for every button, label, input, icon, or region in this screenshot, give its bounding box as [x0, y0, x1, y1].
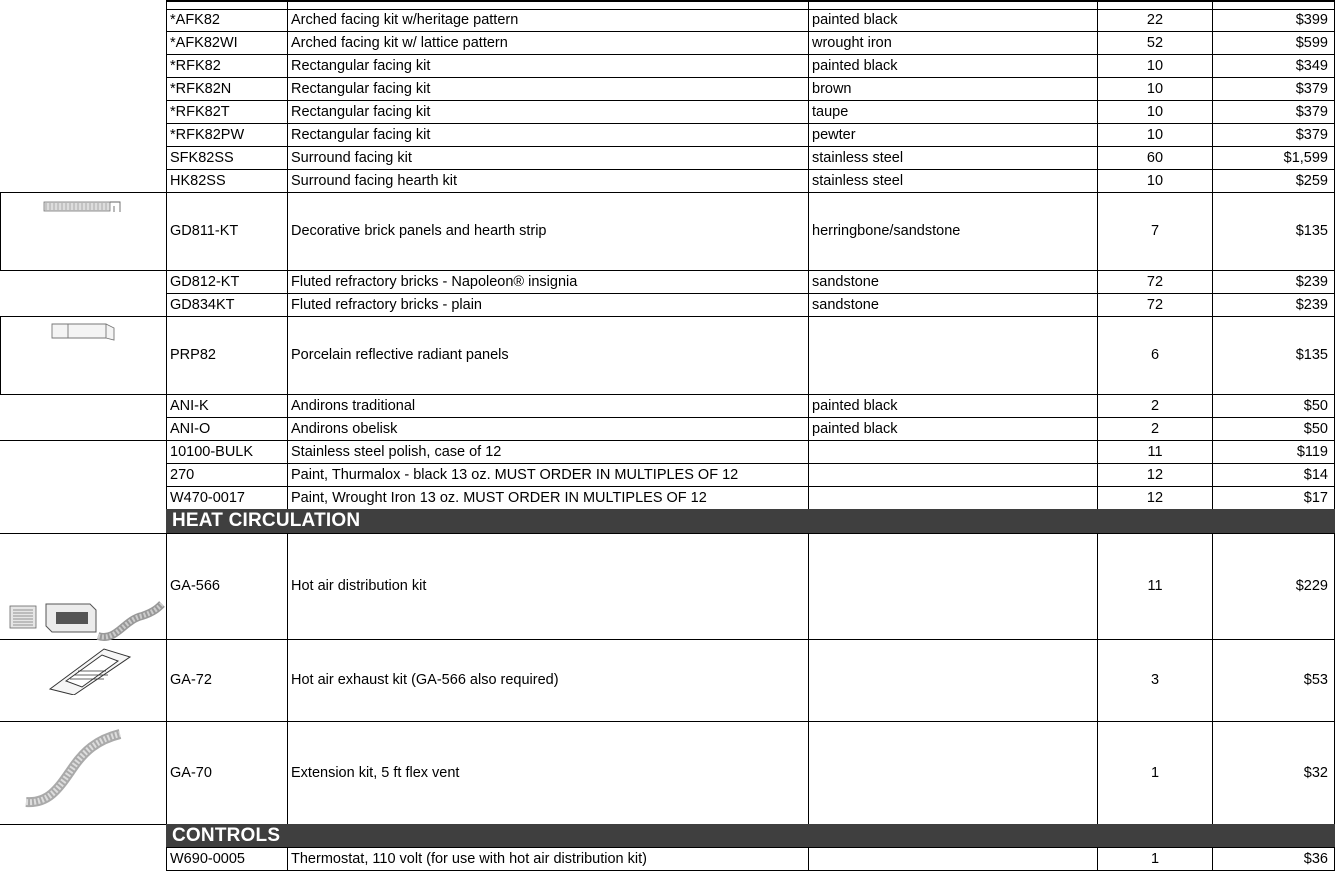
cell-price: $50	[1303, 397, 1328, 414]
cell-description: Hot air exhaust kit (GA-566 also required)	[291, 672, 559, 689]
cell-qty: 10	[1146, 126, 1164, 143]
grid-line	[1334, 463, 1335, 487]
cell-finish	[809, 640, 1097, 721]
image-box	[0, 192, 167, 193]
cell-finish: brown	[812, 80, 852, 97]
cell-qty: 11	[1147, 443, 1163, 460]
cell-part: *RFK82PW	[170, 126, 245, 143]
cell-finish	[809, 848, 1097, 870]
cell-qty: 1	[1150, 850, 1160, 867]
cell-part: *RFK82	[170, 57, 221, 74]
grid-line	[1334, 440, 1335, 464]
cell-price: $14	[1303, 466, 1328, 483]
cell-part: GA-72	[170, 672, 212, 689]
grid-line	[1334, 31, 1335, 55]
image-box	[0, 721, 167, 722]
cell-qty: 22	[1146, 12, 1164, 29]
cell-description: Rectangular facing kit	[291, 80, 431, 97]
cell-qty: 2	[1150, 397, 1160, 414]
cell-price: $399	[1295, 12, 1328, 29]
grid-line	[1334, 721, 1335, 825]
cell-description: Fluted refractory bricks - Napoleon® insignia	[291, 273, 578, 290]
group-rule	[0, 440, 167, 441]
cell-price: $1,599	[1283, 149, 1328, 166]
cell-finish: herringbone/sandstone	[812, 223, 961, 240]
cell-description: Fluted refractory bricks - plain	[291, 296, 482, 313]
grid-line	[1334, 533, 1335, 640]
cell-part: GD812-KT	[170, 273, 240, 290]
cell-part: W690-0005	[170, 850, 245, 867]
cell-finish	[809, 722, 1097, 824]
grid-line	[1334, 100, 1335, 124]
cell-finish	[809, 464, 1097, 486]
cell-part: PRP82	[170, 347, 216, 364]
cell-price: $379	[1295, 126, 1328, 143]
cell-description: Thermostat, 110 volt (for use with hot air distribution kit)	[291, 850, 647, 867]
grid-line	[1334, 270, 1335, 294]
cell-qty: 60	[1146, 149, 1164, 166]
grid-line	[1334, 9, 1335, 32]
cell-description: Andirons traditional	[291, 397, 416, 414]
cell-description: Arched facing kit w/ lattice pattern	[291, 34, 508, 51]
cell-price: $50	[1303, 420, 1328, 437]
cell-price: $239	[1295, 273, 1328, 290]
cell-qty: 10	[1146, 103, 1164, 120]
cell-part: GD834KT	[170, 296, 235, 313]
cell-price: $379	[1295, 80, 1328, 97]
cell-price: $229	[1295, 578, 1328, 595]
flex-vent-icon	[20, 726, 130, 808]
cell-price: $135	[1295, 347, 1328, 364]
cell-part: GA-70	[170, 764, 212, 781]
cell-finish: sandstone	[812, 273, 879, 290]
cell-qty: 72	[1146, 273, 1164, 290]
cell-finish: painted black	[812, 12, 898, 29]
group-rule	[0, 440, 1, 441]
cell-finish: sandstone	[812, 296, 879, 313]
grid-line	[1334, 169, 1335, 193]
cell-finish: wrought iron	[812, 34, 892, 51]
cell-qty: 1	[1150, 764, 1160, 781]
cell-finish	[809, 317, 1097, 394]
cell-part: *RFK82T	[170, 103, 230, 120]
cell-finish: painted black	[812, 57, 898, 74]
cell-description: Surround facing kit	[291, 149, 412, 166]
image-box	[0, 824, 167, 825]
cell-description: Surround facing hearth kit	[291, 172, 458, 189]
cell-part: HK82SS	[170, 172, 226, 189]
cell-finish: taupe	[812, 103, 849, 120]
grid-line	[1334, 77, 1335, 101]
cell-price: $119	[1296, 443, 1328, 460]
image-box	[0, 316, 1, 395]
grid-line	[1334, 54, 1335, 78]
cell-description: Arched facing kit w/heritage pattern	[291, 12, 519, 29]
grid-line	[1334, 417, 1335, 441]
cell-part: *AFK82	[170, 12, 220, 29]
cell-part: SFK82SS	[170, 149, 234, 166]
cell-finish	[809, 534, 1097, 639]
cell-description: Paint, Wrought Iron 13 oz. MUST ORDER IN MULTIPLES OF 12	[291, 489, 707, 506]
cell-description: Andirons obelisk	[291, 420, 398, 437]
top-rule	[166, 1, 1335, 2]
cell-finish	[809, 487, 1097, 509]
cell-qty: 7	[1150, 223, 1160, 240]
cell-qty: 52	[1146, 34, 1164, 51]
cell-description: Rectangular facing kit	[291, 103, 431, 120]
image-box	[0, 533, 167, 534]
cell-qty: 10	[1146, 80, 1164, 97]
cell-finish: painted black	[812, 420, 898, 437]
grid-line	[1334, 639, 1335, 722]
cell-price: $17	[1303, 489, 1328, 506]
cell-price: $379	[1295, 103, 1328, 120]
heat-circulation-section-header: HEAT CIRCULATION	[166, 509, 1335, 533]
cell-qty: 72	[1146, 296, 1164, 313]
grid-line	[1334, 192, 1335, 271]
grid-line	[1334, 486, 1335, 510]
cell-price: $349	[1295, 57, 1328, 74]
cell-description: Decorative brick panels and hearth strip	[291, 223, 547, 240]
cell-finish: stainless steel	[812, 172, 904, 189]
cell-description: Porcelain reflective radiant panels	[291, 347, 509, 364]
cell-qty: 3	[1150, 672, 1160, 689]
cell-price: $32	[1303, 764, 1328, 781]
cell-part: GA-566	[170, 578, 220, 595]
cell-description: Paint, Thurmalox - black 13 oz. MUST ORDER IN MULTIPLES OF 12	[291, 466, 739, 483]
cell-qty: 6	[1150, 347, 1160, 364]
grid-line	[1334, 316, 1335, 395]
cell-qty: 12	[1146, 489, 1164, 506]
radiant-panel-icon	[48, 320, 118, 342]
cell-part: *RFK82N	[170, 80, 232, 97]
grid-line	[1334, 394, 1335, 418]
cell-part: W470-0017	[170, 489, 245, 506]
cell-part: ANI-K	[170, 397, 209, 414]
grid-line	[1334, 146, 1335, 170]
cell-part: 10100-BULK	[170, 443, 254, 460]
cell-price: $239	[1295, 296, 1328, 313]
cell-finish: painted black	[812, 397, 898, 414]
brick-panel-icon	[42, 198, 124, 218]
grid-line	[1334, 123, 1335, 147]
cell-description: Rectangular facing kit	[291, 126, 431, 143]
image-box	[0, 394, 167, 395]
hot-air-kit-icon	[6, 598, 166, 648]
cell-part: *AFK82WI	[170, 34, 238, 51]
cell-price: $135	[1295, 223, 1328, 240]
image-box	[0, 192, 1, 271]
cell-qty: 11	[1147, 578, 1163, 595]
cell-qty: 10	[1146, 172, 1164, 189]
cell-price: $36	[1303, 850, 1328, 867]
cell-qty: 10	[1146, 57, 1164, 74]
controls-section-header: CONTROLS	[166, 824, 1335, 847]
row-border	[166, 870, 1335, 871]
cell-finish: pewter	[812, 126, 856, 143]
grid-line	[1334, 847, 1335, 871]
cell-part: ANI-O	[170, 420, 211, 437]
cell-finish	[809, 441, 1097, 463]
cell-description: Extension kit, 5 ft flex vent	[291, 764, 460, 781]
cell-description: Hot air distribution kit	[291, 578, 427, 595]
cell-description: Stainless steel polish, case of 12	[291, 443, 502, 460]
cell-qty: 12	[1146, 466, 1164, 483]
cell-part: 270	[170, 466, 195, 483]
cell-price: $259	[1295, 172, 1328, 189]
cell-description: Rectangular facing kit	[291, 57, 431, 74]
image-box	[0, 270, 167, 271]
cell-part: GD811-KT	[170, 223, 239, 240]
cell-price: $53	[1303, 672, 1328, 689]
cell-price: $599	[1295, 34, 1328, 51]
cell-qty: 2	[1150, 420, 1160, 437]
cell-finish: stainless steel	[812, 149, 904, 166]
exhaust-kit-icon	[44, 645, 134, 695]
image-box	[0, 316, 167, 317]
grid-line	[1334, 293, 1335, 317]
